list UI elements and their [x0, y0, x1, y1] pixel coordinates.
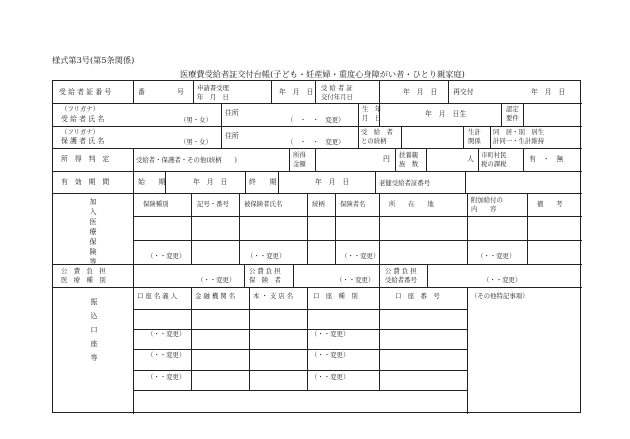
reissue-date-value: 年 月 日: [531, 88, 566, 96]
transfer-change-6: （・・変更）: [311, 373, 350, 381]
public-change-1: （・・変更）: [197, 276, 236, 284]
insurance-change-4: （・・変更）: [477, 252, 516, 260]
insurance-col-relation: 続柄: [312, 200, 325, 208]
recipient-furigana: （フリガナ）: [61, 105, 100, 113]
elderly-number-label: 老健受給者証番号: [379, 179, 431, 187]
reissue-label: 再交付: [453, 88, 474, 96]
transfer-other-notes: （その他特記事項）: [471, 292, 529, 300]
income-target: 受給者・保護者・その他(続柄 ): [136, 156, 237, 164]
transfer-col-holder: 口 座 名 義 人: [137, 292, 178, 300]
dependents-label: 扶養親 族 数: [399, 151, 419, 168]
income-amount-label: 所得 金額: [293, 151, 306, 168]
guardian-address-label: 住所: [225, 132, 239, 140]
application-date-label: 申請書受理 年 月 日: [197, 84, 229, 101]
transfer-change-3: （・・変更）: [147, 351, 186, 359]
insurance-label: 加入医療保険等: [89, 198, 97, 266]
transfer-change-1: （・・変更）: [147, 330, 186, 338]
end-label: 終 期: [249, 178, 277, 186]
transfer-col-bank: 金 融 機 関 名: [195, 292, 236, 300]
recipient-address-label: 住所: [225, 109, 239, 117]
insurance-change-2: （・・変更）: [247, 252, 286, 260]
valid-period-label: 有 効 期 間: [61, 178, 110, 186]
tax-yes-no: 有 ・ 無: [529, 155, 564, 163]
recipient-phone-change: （ ・ ・ 変更）: [287, 116, 345, 124]
livelihood-options: 同 居・別 居生 計同一・生計維持: [493, 128, 545, 145]
insurance-change-3: （・・変更）: [341, 252, 380, 260]
insurance-col-remarks: 備 考: [537, 200, 563, 208]
form-id: 様式第3号(第5条関係): [52, 55, 135, 65]
transfer-change-5: （・・変更）: [147, 373, 186, 381]
number-ban: 番: [138, 88, 145, 96]
people-unit: 人: [467, 155, 474, 163]
insurance-col-insurer: 保険者名: [340, 200, 366, 208]
birth-date-value: 年 月 日生: [425, 110, 467, 118]
insurance-col-insured: 被保険者氏名: [244, 200, 283, 208]
recipient-name-label: 受 給 者 氏 名: [61, 115, 105, 123]
application-date-value: 年 月 日: [279, 88, 314, 96]
insurance-col-extra: 附加給付の 内 容: [471, 196, 503, 213]
form-title: 医療費受給者証交付台帳(子ども・妊産婦・重度心身障がい者・ひとり親家庭): [180, 69, 465, 79]
public-change-2: （・・変更）: [336, 276, 375, 284]
transfer-label: 振込口座等: [90, 298, 98, 362]
transfer-col-number: 口 座 番 号: [395, 292, 440, 300]
ledger-form: [52, 80, 581, 413]
guardian-sex: （男・女）: [180, 138, 212, 146]
start-label: 始 期: [138, 178, 166, 186]
transfer-col-branch: 本 ・ 支 店 名: [253, 292, 294, 300]
transfer-change-4: （・・変更）: [311, 351, 350, 359]
recipient-sex: （男・女）: [180, 116, 212, 124]
income-label: 所 得 判 定: [61, 155, 110, 163]
yen-unit: 円: [383, 155, 390, 163]
public-burden-number-label: 公 費 負 担 受給者番号: [385, 267, 417, 284]
issue-date-value: 年 月 日: [403, 88, 438, 96]
birth-label: 生 年 月 日: [362, 105, 382, 122]
public-burden-type-label: 公 費 負 担 医 療 種 別: [61, 267, 106, 284]
tax-label: 市町村民 税の課税: [481, 151, 507, 168]
end-date-value: 年 月 日: [315, 178, 350, 186]
transfer-col-type: 口 座 種 別: [313, 292, 358, 300]
public-burden-insurer-label: 公 費 負 担 保 険 者: [249, 267, 281, 284]
recipient-number-label: 受 給 者 証 番 号: [59, 88, 112, 96]
issue-date-label: 受 給 者 証 交付年月日: [321, 84, 353, 101]
insurance-change-1: （・・変更）: [147, 252, 186, 260]
cert-req-label: 認定 要件: [506, 105, 519, 122]
start-date-value: 年 月 日: [193, 178, 228, 186]
insurance-col-address: 所 在 地: [389, 200, 434, 208]
guardian-phone-change: （ ・ ・ 変更）: [287, 138, 345, 146]
transfer-change-2: （・・変更）: [311, 330, 350, 338]
guardian-furigana: （フリガナ）: [61, 128, 100, 136]
public-change-3: （・・変更）: [483, 276, 522, 284]
insurance-col-type: 保険種別: [143, 200, 169, 208]
livelihood-label: 生計 関係: [468, 128, 481, 145]
number-gou: 号: [177, 88, 184, 96]
insurance-col-code: 記号・番号: [197, 200, 229, 208]
guardian-name-label: 保 護 者 氏 名: [61, 137, 105, 145]
relation-label: 受 給 者 との続柄: [361, 128, 393, 145]
